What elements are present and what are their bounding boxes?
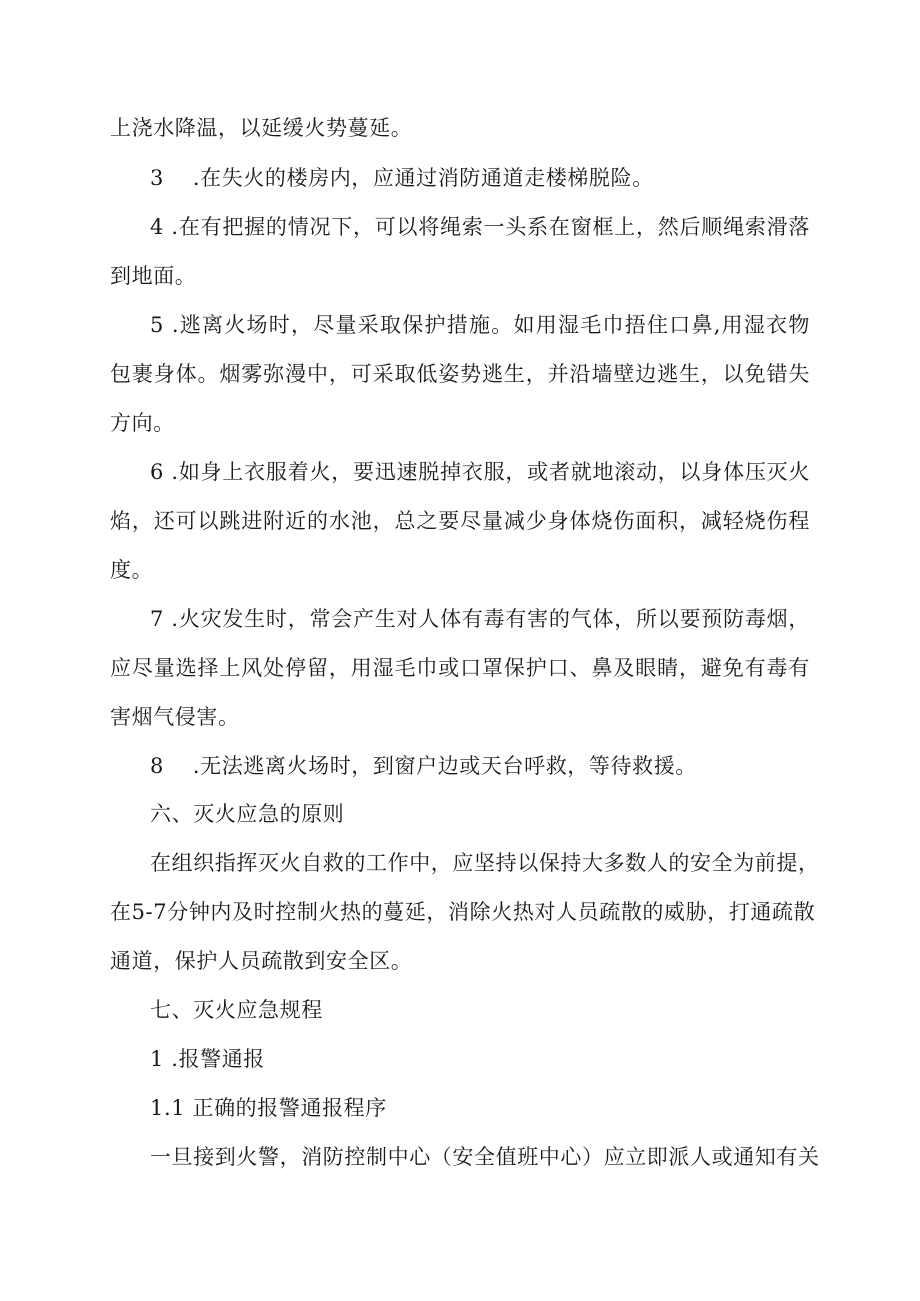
- subheading-1-1: 1.1 正确的报警通报程序: [150, 1096, 387, 1120]
- text-line: 焰，还可以跳进附近的水池，总之要尽量减少身体烧伤面积，减轻烧伤程: [110, 509, 810, 533]
- text-line: 度。: [110, 558, 154, 582]
- list-item-3: 3 .在失火的楼房内，应通过消防通道走楼梯脱险。: [150, 166, 654, 190]
- text-line: 应尽量选择上风处停留，用湿毛巾或口罩保护口、鼻及眼睛，避免有毒有: [110, 656, 810, 680]
- text-line: 上浇水降温，以延缓火势蔓延。: [110, 116, 413, 140]
- text-line: 害烟气侵害。: [110, 705, 240, 729]
- list-item-4: 4 .在有把握的情况下，可以将绳索一头系在窗框上，然后顺绳索滑落: [150, 215, 810, 239]
- section-heading-7: 七、灭火应急规程: [150, 998, 323, 1022]
- section-heading-6: 六、灭火应急的原则: [150, 802, 345, 826]
- subheading-1: 1 .报警通报: [150, 1047, 265, 1071]
- list-item-8: 8 .无法逃离火场时，到窗户边或天台呼救，等待救援。: [150, 754, 697, 778]
- text-line: 通道，保护人员疏散到安全区。: [110, 949, 413, 973]
- list-item-5: 5 .逃离火场时，尽量采取保护措施。如用湿毛巾捂住口鼻,用湿衣物: [150, 313, 810, 337]
- text-line: 在5-7分钟内及时控制火热的蔓延，消除火热对人员疏散的威胁，打通疏散: [110, 900, 816, 924]
- text-line: 包裹身体。烟雾弥漫中，可采取低姿势逃生，并沿墙壁边逃生，以免错失: [110, 362, 810, 386]
- paragraph-text: 一旦接到火警，消防控制中心（安全值班中心）应立即派人或通知有关: [150, 1145, 820, 1169]
- text-line: 到地面。: [110, 264, 197, 288]
- paragraph-text: 在组织指挥灭火自救的工作中，应坚持以保持大多数人的安全为前提，: [150, 851, 820, 875]
- text-line: 方向。: [110, 411, 175, 435]
- list-item-6: 6 .如身上衣服着火，要迅速脱掉衣服，或者就地滚动，以身体压灭火: [150, 460, 810, 484]
- list-item-7: 7 .火灾发生时，常会产生对人体有毒有害的气体，所以要预防毒烟，: [150, 607, 810, 631]
